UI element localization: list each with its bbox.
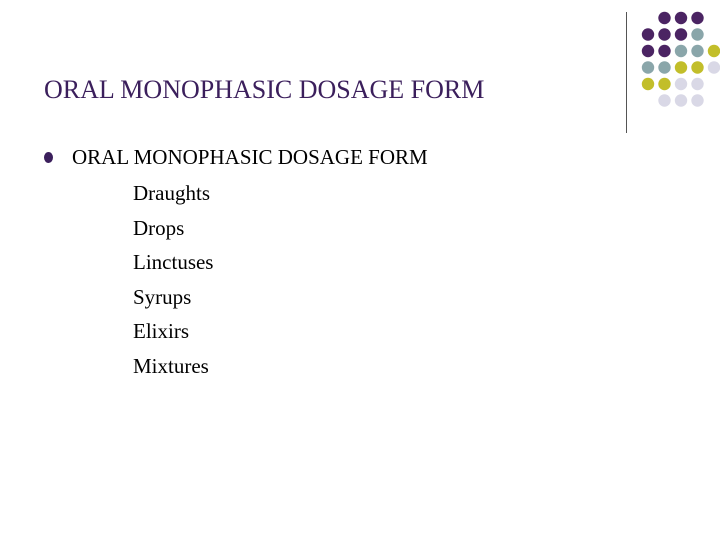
ornament-dot-purple — [642, 45, 654, 57]
ornament-dot-purple — [675, 28, 687, 40]
ornament-dot-purple — [658, 12, 670, 24]
slide-title: ORAL MONOPHASIC DOSAGE FORM — [44, 75, 485, 104]
divider-line — [626, 12, 627, 133]
ornament-dot-teal — [675, 45, 687, 57]
bullet-dot-icon — [44, 152, 53, 163]
ornament-dot-teal — [642, 61, 654, 73]
subitem-syrups: Syrups — [133, 284, 192, 309]
subitem-list — [133, 176, 213, 384]
ornament-dot-purple — [642, 28, 654, 40]
subitem-draughts: Draughts — [133, 181, 210, 205]
ornament-dot-lavender — [675, 94, 687, 106]
ornament-dot-olive — [691, 61, 703, 73]
ornament-dot-lavender — [708, 61, 720, 73]
ornament-dot-olive — [658, 78, 670, 90]
ornament-dot-lavender — [691, 78, 703, 90]
ornament-dot-purple — [675, 12, 687, 24]
bullet-text: ORAL MONOPHASIC DOSAGE FORM — [72, 145, 428, 169]
ornament-dot-teal — [691, 45, 703, 57]
ornament-dot-lavender — [691, 94, 703, 106]
ornament-dot-purple — [658, 28, 670, 40]
ornament-dot-lavender — [675, 78, 687, 90]
ornament-dot-lavender — [658, 94, 670, 106]
ornament-dot-purple — [691, 12, 703, 24]
subitem-mixtures: Mixtures — [133, 353, 209, 378]
subitem-linctuses: Linctuses — [133, 250, 214, 275]
ornament-dot-teal — [658, 61, 670, 73]
subitem-elixirs: Elixirs — [133, 319, 189, 344]
ornament-dot-olive — [708, 45, 720, 57]
ornament-dot-teal — [691, 28, 703, 40]
subitem-drops: Drops — [133, 215, 185, 240]
ornament-dot-purple — [658, 45, 670, 57]
ornament-dot-olive — [675, 61, 687, 73]
ornament-dot-olive — [642, 78, 654, 90]
